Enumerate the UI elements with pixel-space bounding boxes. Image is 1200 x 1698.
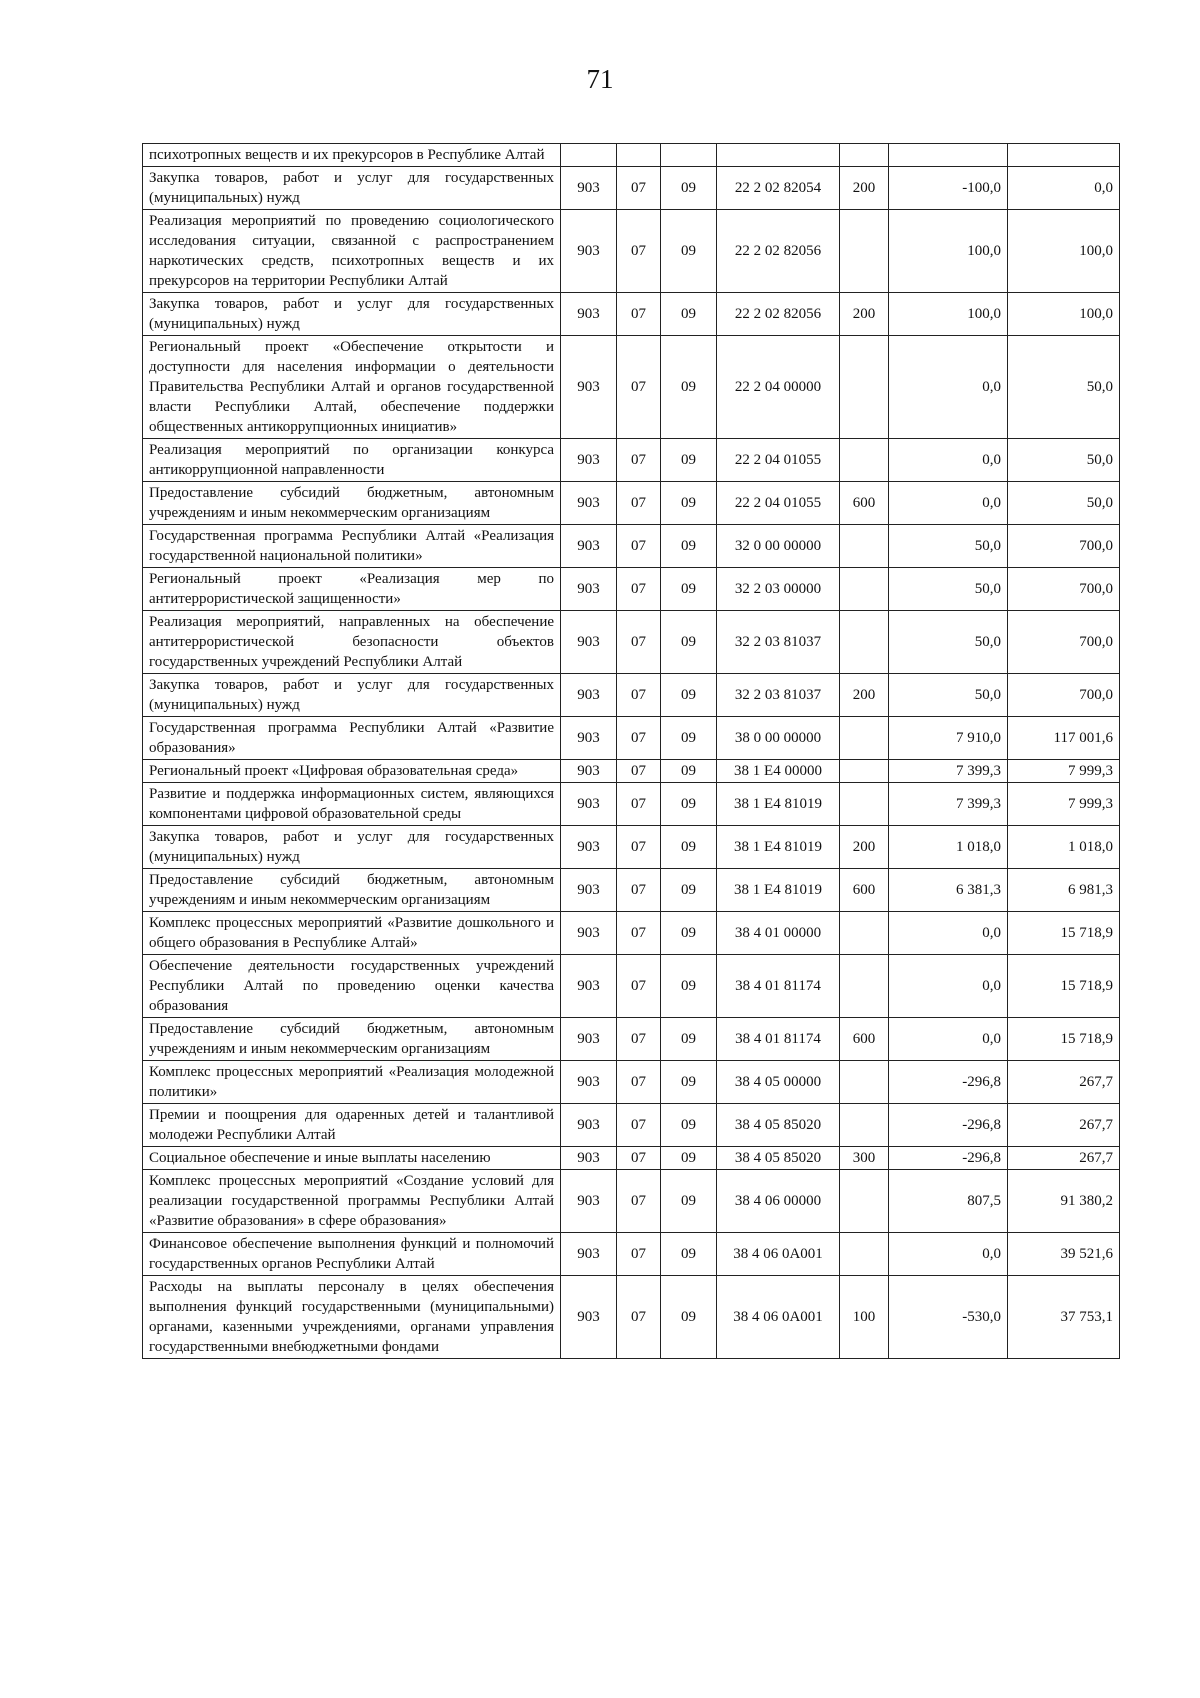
expense-type-cell bbox=[840, 568, 889, 611]
table-row bbox=[143, 955, 1120, 1018]
section-code-cell: 07 bbox=[617, 1147, 661, 1170]
section-code-cell: 07 bbox=[617, 336, 661, 439]
expense-type-cell: 200 bbox=[840, 293, 889, 336]
amount-total-cell: 100,0 bbox=[1008, 210, 1120, 293]
grbs-code-cell: 903 bbox=[561, 826, 617, 869]
expense-type-cell: 600 bbox=[840, 482, 889, 525]
table-row bbox=[143, 210, 1120, 293]
section-code-cell: 07 bbox=[617, 482, 661, 525]
table-row bbox=[143, 783, 1120, 826]
amount-change-cell: -100,0 bbox=[889, 167, 1008, 210]
amount-total-cell: 0,0 bbox=[1008, 167, 1120, 210]
section-code-cell: 07 bbox=[617, 1170, 661, 1233]
section-code-cell: 07 bbox=[617, 955, 661, 1018]
subsection-code-cell: 09 bbox=[661, 760, 717, 783]
table-row bbox=[143, 1018, 1120, 1061]
amount-change-cell: 0,0 bbox=[889, 912, 1008, 955]
expense-name-cell: Реализация мероприятий по проведению социологического исследования ситуации, связанной с распространением наркотических средств, психотропных веществ и их прекурсоров на территории Республики Алтай bbox=[143, 210, 561, 293]
target-article-cell: 22 2 02 82056 bbox=[717, 293, 840, 336]
amount-change-cell: -296,8 bbox=[889, 1104, 1008, 1147]
table-row bbox=[143, 611, 1120, 674]
expense-name-cell: Финансовое обеспечение выполнения функций и полномочий государственных органов Республики Алтай bbox=[143, 1233, 561, 1276]
target-article-cell: 32 2 03 81037 bbox=[717, 611, 840, 674]
amount-change-cell: 50,0 bbox=[889, 611, 1008, 674]
section-code-cell: 07 bbox=[617, 1061, 661, 1104]
amount-total-cell: 39 521,6 bbox=[1008, 1233, 1120, 1276]
grbs-code-cell: 903 bbox=[561, 336, 617, 439]
amount-total-cell: 267,7 bbox=[1008, 1147, 1120, 1170]
target-article-cell: 32 2 03 81037 bbox=[717, 674, 840, 717]
grbs-code-cell: 903 bbox=[561, 210, 617, 293]
target-article-cell: 38 4 06 00000 bbox=[717, 1170, 840, 1233]
expense-type-cell bbox=[840, 1233, 889, 1276]
budget-table bbox=[142, 143, 1120, 1359]
table-row bbox=[143, 1170, 1120, 1233]
grbs-code-cell: 903 bbox=[561, 760, 617, 783]
expense-type-cell bbox=[840, 336, 889, 439]
amount-total-cell: 700,0 bbox=[1008, 568, 1120, 611]
target-article-cell: 38 1 E4 00000 bbox=[717, 760, 840, 783]
section-code-cell: 07 bbox=[617, 525, 661, 568]
amount-total-cell: 6 981,3 bbox=[1008, 869, 1120, 912]
expense-name-cell: Комплекс процессных мероприятий «Развитие дошкольного и общего образования в Республике Алтай» bbox=[143, 912, 561, 955]
subsection-code-cell: 09 bbox=[661, 826, 717, 869]
subsection-code-cell: 09 bbox=[661, 1147, 717, 1170]
target-article-cell: 32 0 00 00000 bbox=[717, 525, 840, 568]
grbs-code-cell: 903 bbox=[561, 482, 617, 525]
table-row bbox=[143, 1147, 1120, 1170]
section-code-cell: 07 bbox=[617, 439, 661, 482]
table-row bbox=[143, 826, 1120, 869]
amount-total-cell: 91 380,2 bbox=[1008, 1170, 1120, 1233]
table-row bbox=[143, 439, 1120, 482]
amount-change-cell: 100,0 bbox=[889, 210, 1008, 293]
grbs-code-cell: 903 bbox=[561, 912, 617, 955]
grbs-code-cell bbox=[561, 144, 617, 167]
amount-change-cell bbox=[889, 144, 1008, 167]
expense-type-cell bbox=[840, 144, 889, 167]
subsection-code-cell: 09 bbox=[661, 525, 717, 568]
grbs-code-cell: 903 bbox=[561, 568, 617, 611]
amount-total-cell: 50,0 bbox=[1008, 482, 1120, 525]
target-article-cell: 38 0 00 00000 bbox=[717, 717, 840, 760]
grbs-code-cell: 903 bbox=[561, 1276, 617, 1359]
expense-name-cell: Государственная программа Республики Алтай «Реализация государственной национальной политики» bbox=[143, 525, 561, 568]
expense-type-cell bbox=[840, 912, 889, 955]
amount-total-cell: 7 999,3 bbox=[1008, 783, 1120, 826]
subsection-code-cell: 09 bbox=[661, 1104, 717, 1147]
target-article-cell: 22 2 04 01055 bbox=[717, 439, 840, 482]
expense-type-cell: 100 bbox=[840, 1276, 889, 1359]
amount-total-cell: 15 718,9 bbox=[1008, 1018, 1120, 1061]
subsection-code-cell: 09 bbox=[661, 439, 717, 482]
subsection-code-cell: 09 bbox=[661, 869, 717, 912]
amount-change-cell: 100,0 bbox=[889, 293, 1008, 336]
section-code-cell: 07 bbox=[617, 783, 661, 826]
target-article-cell: 38 4 05 85020 bbox=[717, 1147, 840, 1170]
table-row bbox=[143, 869, 1120, 912]
grbs-code-cell: 903 bbox=[561, 1104, 617, 1147]
amount-total-cell: 15 718,9 bbox=[1008, 955, 1120, 1018]
table-row bbox=[143, 1276, 1120, 1359]
target-article-cell: 38 1 E4 81019 bbox=[717, 783, 840, 826]
expense-name-cell: Региональный проект «Обеспечение открытости и доступности для населения информации о деятельности Правительства Республики Алтай и органов государственной власти Республики Алтай, обеспечение поддержки общественных антикоррупционных инициатив» bbox=[143, 336, 561, 439]
expense-name-cell: Закупка товаров, работ и услуг для государственных (муниципальных) нужд bbox=[143, 674, 561, 717]
table-row bbox=[143, 144, 1120, 167]
target-article-cell: 38 1 E4 81019 bbox=[717, 826, 840, 869]
amount-change-cell: 50,0 bbox=[889, 674, 1008, 717]
section-code-cell: 07 bbox=[617, 568, 661, 611]
target-article-cell: 38 4 01 00000 bbox=[717, 912, 840, 955]
grbs-code-cell: 903 bbox=[561, 1147, 617, 1170]
amount-change-cell: 1 018,0 bbox=[889, 826, 1008, 869]
expense-name-cell: Закупка товаров, работ и услуг для государственных (муниципальных) нужд bbox=[143, 167, 561, 210]
expense-name-cell: Региональный проект «Цифровая образовательная среда» bbox=[143, 760, 561, 783]
section-code-cell: 07 bbox=[617, 912, 661, 955]
expense-type-cell: 600 bbox=[840, 869, 889, 912]
amount-change-cell: 0,0 bbox=[889, 955, 1008, 1018]
expense-type-cell bbox=[840, 955, 889, 1018]
subsection-code-cell: 09 bbox=[661, 293, 717, 336]
grbs-code-cell: 903 bbox=[561, 869, 617, 912]
subsection-code-cell: 09 bbox=[661, 611, 717, 674]
expense-name-cell: Комплекс процессных мероприятий «Реализация молодежной политики» bbox=[143, 1061, 561, 1104]
grbs-code-cell: 903 bbox=[561, 1018, 617, 1061]
table-row bbox=[143, 717, 1120, 760]
subsection-code-cell bbox=[661, 144, 717, 167]
expense-name-cell: Развитие и поддержка информационных систем, являющихся компонентами цифровой образовательной среды bbox=[143, 783, 561, 826]
grbs-code-cell: 903 bbox=[561, 717, 617, 760]
expense-type-cell: 200 bbox=[840, 674, 889, 717]
subsection-code-cell: 09 bbox=[661, 955, 717, 1018]
subsection-code-cell: 09 bbox=[661, 674, 717, 717]
amount-total-cell: 700,0 bbox=[1008, 611, 1120, 674]
amount-total-cell: 7 999,3 bbox=[1008, 760, 1120, 783]
expense-name-cell: Комплекс процессных мероприятий «Создание условий для реализации государственной программы Республики Алтай «Развитие образования» в сфере образования» bbox=[143, 1170, 561, 1233]
target-article-cell: 38 4 01 81174 bbox=[717, 1018, 840, 1061]
amount-total-cell: 700,0 bbox=[1008, 525, 1120, 568]
table-body bbox=[143, 144, 1120, 1359]
table-row bbox=[143, 568, 1120, 611]
amount-change-cell: 50,0 bbox=[889, 568, 1008, 611]
expense-name-cell: Обеспечение деятельности государственных учреждений Республики Алтай по проведению оценки качества образования bbox=[143, 955, 561, 1018]
expense-name-cell: Предоставление субсидий бюджетным, автономным учреждениям и иным некоммерческим организациям bbox=[143, 869, 561, 912]
grbs-code-cell: 903 bbox=[561, 783, 617, 826]
grbs-code-cell: 903 bbox=[561, 293, 617, 336]
expense-type-cell bbox=[840, 611, 889, 674]
subsection-code-cell: 09 bbox=[661, 1061, 717, 1104]
grbs-code-cell: 903 bbox=[561, 955, 617, 1018]
target-article-cell: 22 2 02 82056 bbox=[717, 210, 840, 293]
target-article-cell: 22 2 04 01055 bbox=[717, 482, 840, 525]
amount-change-cell: 0,0 bbox=[889, 1018, 1008, 1061]
expense-name-cell: Расходы на выплаты персоналу в целях обеспечения выполнения функций государственными (муниципальными) органами, казенными учреждениями, органами управления государственными внебюджетными фондами bbox=[143, 1276, 561, 1359]
subsection-code-cell: 09 bbox=[661, 783, 717, 826]
expense-name-cell: Реализация мероприятий по организации конкурса антикоррупционной направленности bbox=[143, 439, 561, 482]
table-row bbox=[143, 1233, 1120, 1276]
expense-name-cell: психотропных веществ и их прекурсоров в Республике Алтай bbox=[143, 144, 561, 167]
target-article-cell: 38 4 05 85020 bbox=[717, 1104, 840, 1147]
expense-name-cell: Предоставление субсидий бюджетным, автономным учреждениям и иным некоммерческим организациям bbox=[143, 482, 561, 525]
expense-type-cell bbox=[840, 760, 889, 783]
grbs-code-cell: 903 bbox=[561, 1170, 617, 1233]
table-row bbox=[143, 674, 1120, 717]
target-article-cell: 38 4 06 0А001 bbox=[717, 1276, 840, 1359]
table-row bbox=[143, 760, 1120, 783]
amount-total-cell: 100,0 bbox=[1008, 293, 1120, 336]
target-article-cell: 38 1 E4 81019 bbox=[717, 869, 840, 912]
section-code-cell: 07 bbox=[617, 210, 661, 293]
subsection-code-cell: 09 bbox=[661, 336, 717, 439]
section-code-cell: 07 bbox=[617, 1104, 661, 1147]
amount-total-cell: 50,0 bbox=[1008, 439, 1120, 482]
target-article-cell: 32 2 03 00000 bbox=[717, 568, 840, 611]
amount-total-cell: 700,0 bbox=[1008, 674, 1120, 717]
amount-total-cell: 15 718,9 bbox=[1008, 912, 1120, 955]
subsection-code-cell: 09 bbox=[661, 1233, 717, 1276]
amount-change-cell: -296,8 bbox=[889, 1147, 1008, 1170]
section-code-cell: 07 bbox=[617, 1276, 661, 1359]
expense-type-cell: 300 bbox=[840, 1147, 889, 1170]
grbs-code-cell: 903 bbox=[561, 1061, 617, 1104]
section-code-cell: 07 bbox=[617, 167, 661, 210]
page-number: 71 bbox=[586, 64, 614, 94]
subsection-code-cell: 09 bbox=[661, 167, 717, 210]
grbs-code-cell: 903 bbox=[561, 525, 617, 568]
grbs-code-cell: 903 bbox=[561, 1233, 617, 1276]
table-row bbox=[143, 336, 1120, 439]
expense-name-cell: Предоставление субсидий бюджетным, автономным учреждениям и иным некоммерческим организациям bbox=[143, 1018, 561, 1061]
subsection-code-cell: 09 bbox=[661, 717, 717, 760]
expense-name-cell: Государственная программа Республики Алтай «Развитие образования» bbox=[143, 717, 561, 760]
subsection-code-cell: 09 bbox=[661, 1170, 717, 1233]
expense-name-cell: Премии и поощрения для одаренных детей и талантливой молодежи Республики Алтай bbox=[143, 1104, 561, 1147]
section-code-cell: 07 bbox=[617, 717, 661, 760]
subsection-code-cell: 09 bbox=[661, 1018, 717, 1061]
amount-change-cell: 7 910,0 bbox=[889, 717, 1008, 760]
section-code-cell: 07 bbox=[617, 869, 661, 912]
subsection-code-cell: 09 bbox=[661, 568, 717, 611]
expense-type-cell bbox=[840, 525, 889, 568]
grbs-code-cell: 903 bbox=[561, 439, 617, 482]
expense-type-cell bbox=[840, 1104, 889, 1147]
target-article-cell: 38 4 06 0А001 bbox=[717, 1233, 840, 1276]
subsection-code-cell: 09 bbox=[661, 482, 717, 525]
amount-change-cell: 0,0 bbox=[889, 439, 1008, 482]
amount-change-cell: 0,0 bbox=[889, 336, 1008, 439]
section-code-cell: 07 bbox=[617, 293, 661, 336]
grbs-code-cell: 903 bbox=[561, 611, 617, 674]
amount-total-cell: 37 753,1 bbox=[1008, 1276, 1120, 1359]
amount-change-cell: 50,0 bbox=[889, 525, 1008, 568]
target-article-cell bbox=[717, 144, 840, 167]
expense-name-cell: Региональный проект «Реализация мер по антитеррористической защищенности» bbox=[143, 568, 561, 611]
amount-change-cell: 807,5 bbox=[889, 1170, 1008, 1233]
expense-name-cell: Социальное обеспечение и иные выплаты населению bbox=[143, 1147, 561, 1170]
table-row bbox=[143, 167, 1120, 210]
expense-type-cell bbox=[840, 717, 889, 760]
amount-change-cell: 6 381,3 bbox=[889, 869, 1008, 912]
amount-total-cell bbox=[1008, 144, 1120, 167]
target-article-cell: 38 4 05 00000 bbox=[717, 1061, 840, 1104]
table-row bbox=[143, 1104, 1120, 1147]
section-code-cell: 07 bbox=[617, 1018, 661, 1061]
amount-total-cell: 117 001,6 bbox=[1008, 717, 1120, 760]
table-row bbox=[143, 482, 1120, 525]
subsection-code-cell: 09 bbox=[661, 210, 717, 293]
section-code-cell: 07 bbox=[617, 826, 661, 869]
section-code-cell: 07 bbox=[617, 611, 661, 674]
expense-name-cell: Закупка товаров, работ и услуг для государственных (муниципальных) нужд bbox=[143, 826, 561, 869]
table-row bbox=[143, 525, 1120, 568]
amount-total-cell: 1 018,0 bbox=[1008, 826, 1120, 869]
expense-type-cell bbox=[840, 1170, 889, 1233]
expense-type-cell: 200 bbox=[840, 826, 889, 869]
amount-change-cell: 0,0 bbox=[889, 482, 1008, 525]
section-code-cell: 07 bbox=[617, 760, 661, 783]
expense-type-cell: 600 bbox=[840, 1018, 889, 1061]
grbs-code-cell: 903 bbox=[561, 674, 617, 717]
subsection-code-cell: 09 bbox=[661, 912, 717, 955]
table-row bbox=[143, 1061, 1120, 1104]
expense-type-cell bbox=[840, 1061, 889, 1104]
expense-type-cell: 200 bbox=[840, 167, 889, 210]
table-row bbox=[143, 293, 1120, 336]
table-row bbox=[143, 912, 1120, 955]
expense-name-cell: Закупка товаров, работ и услуг для государственных (муниципальных) нужд bbox=[143, 293, 561, 336]
expense-type-cell bbox=[840, 210, 889, 293]
amount-change-cell: -530,0 bbox=[889, 1276, 1008, 1359]
expense-name-cell: Реализация мероприятий, направленных на обеспечение антитеррористической безопасности объектов государственных учреждений Республики Алтай bbox=[143, 611, 561, 674]
section-code-cell bbox=[617, 144, 661, 167]
expense-type-cell bbox=[840, 439, 889, 482]
target-article-cell: 22 2 02 82054 bbox=[717, 167, 840, 210]
section-code-cell: 07 bbox=[617, 674, 661, 717]
target-article-cell: 22 2 04 00000 bbox=[717, 336, 840, 439]
amount-change-cell: 0,0 bbox=[889, 1233, 1008, 1276]
amount-change-cell: -296,8 bbox=[889, 1061, 1008, 1104]
section-code-cell: 07 bbox=[617, 1233, 661, 1276]
grbs-code-cell: 903 bbox=[561, 167, 617, 210]
amount-total-cell: 267,7 bbox=[1008, 1061, 1120, 1104]
amount-change-cell: 7 399,3 bbox=[889, 783, 1008, 826]
expense-type-cell bbox=[840, 783, 889, 826]
amount-total-cell: 50,0 bbox=[1008, 336, 1120, 439]
amount-total-cell: 267,7 bbox=[1008, 1104, 1120, 1147]
amount-change-cell: 7 399,3 bbox=[889, 760, 1008, 783]
subsection-code-cell: 09 bbox=[661, 1276, 717, 1359]
target-article-cell: 38 4 01 81174 bbox=[717, 955, 840, 1018]
